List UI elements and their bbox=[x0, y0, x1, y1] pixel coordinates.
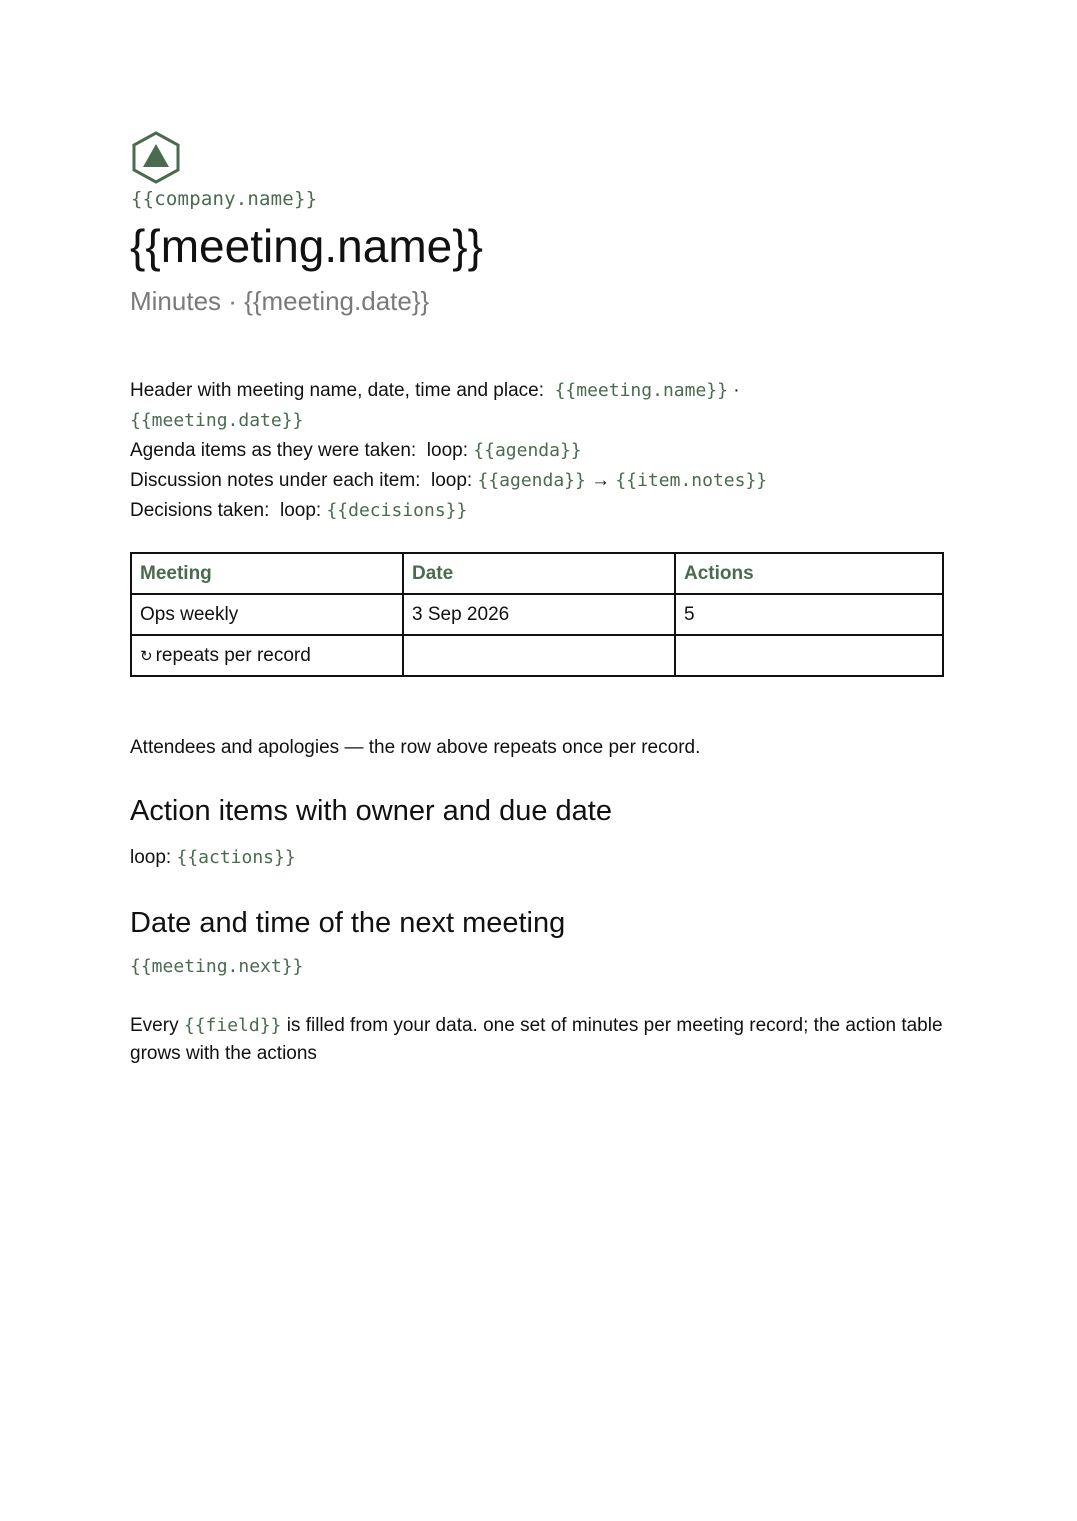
column-header-date: Date bbox=[403, 553, 675, 594]
repeat-row bbox=[131, 635, 943, 676]
loop-label: loop: bbox=[431, 470, 473, 491]
table-cell-empty bbox=[403, 635, 675, 676]
footer-text: Every bbox=[130, 1015, 179, 1036]
table-header-row bbox=[131, 553, 943, 594]
next-meeting-field: {{meeting.next}} bbox=[130, 956, 304, 977]
separator: · bbox=[733, 380, 740, 401]
field-placeholder: {{decisions}} bbox=[326, 500, 468, 521]
field-placeholder: {{field}} bbox=[183, 1015, 282, 1036]
repeat-label: repeats per record bbox=[155, 644, 311, 666]
description-label: Discussion notes under each item: bbox=[130, 470, 421, 491]
action-items-heading: Action items with owner and due date bbox=[130, 795, 612, 827]
document-title: {{meeting.name}} bbox=[130, 220, 483, 272]
loop-label: loop: bbox=[130, 847, 172, 868]
field-placeholder: {{agenda}} bbox=[473, 440, 582, 461]
field-placeholder: {{meeting.name}} bbox=[554, 380, 728, 401]
description-label: Decisions taken: bbox=[130, 500, 270, 521]
hexagon-triangle-icon bbox=[130, 130, 182, 184]
document-subtitle: Minutes · {{meeting.date}} bbox=[130, 286, 430, 316]
table-cell-empty bbox=[675, 635, 943, 676]
description-line-header-cont bbox=[130, 406, 944, 436]
table-cell: 5 bbox=[675, 594, 943, 635]
repeat-cell bbox=[131, 635, 403, 676]
meetings-table bbox=[130, 552, 944, 677]
table-cell: Ops weekly bbox=[131, 594, 403, 635]
company-name-field: {{company.name}} bbox=[131, 188, 318, 210]
description-line-decisions bbox=[130, 496, 944, 526]
table-cell: 3 Sep 2026 bbox=[403, 594, 675, 635]
repeat-icon: ↻ bbox=[140, 647, 153, 665]
template-description bbox=[130, 376, 944, 526]
next-meeting-heading: Date and time of the next meeting bbox=[130, 907, 566, 939]
description-label: Agenda items as they were taken: bbox=[130, 440, 417, 461]
footer-text: is filled from your data. one set of minutes per meeting record; the action table grows with the actions bbox=[130, 1015, 943, 1064]
attendees-note: Attendees and apologies — the row above repeats once per record. bbox=[130, 737, 701, 758]
footer-note bbox=[130, 1012, 944, 1068]
actions-loop-line bbox=[130, 845, 296, 871]
description-line-header bbox=[130, 376, 944, 406]
field-placeholder: {{item.notes}} bbox=[615, 470, 768, 491]
arrow-icon: → bbox=[591, 470, 611, 491]
field-placeholder: {{meeting.date}} bbox=[130, 410, 304, 431]
field-placeholder: {{agenda}} bbox=[477, 470, 586, 491]
field-placeholder: {{actions}} bbox=[176, 847, 296, 868]
description-line-notes bbox=[130, 466, 944, 496]
description-line-agenda bbox=[130, 436, 944, 466]
loop-label: loop: bbox=[279, 500, 322, 521]
column-header-meeting: Meeting bbox=[131, 553, 403, 594]
table-row bbox=[131, 594, 943, 635]
description-label: Header with meeting name, date, time and place: bbox=[130, 380, 545, 401]
loop-label: loop: bbox=[426, 440, 468, 461]
column-header-actions: Actions bbox=[675, 553, 943, 594]
